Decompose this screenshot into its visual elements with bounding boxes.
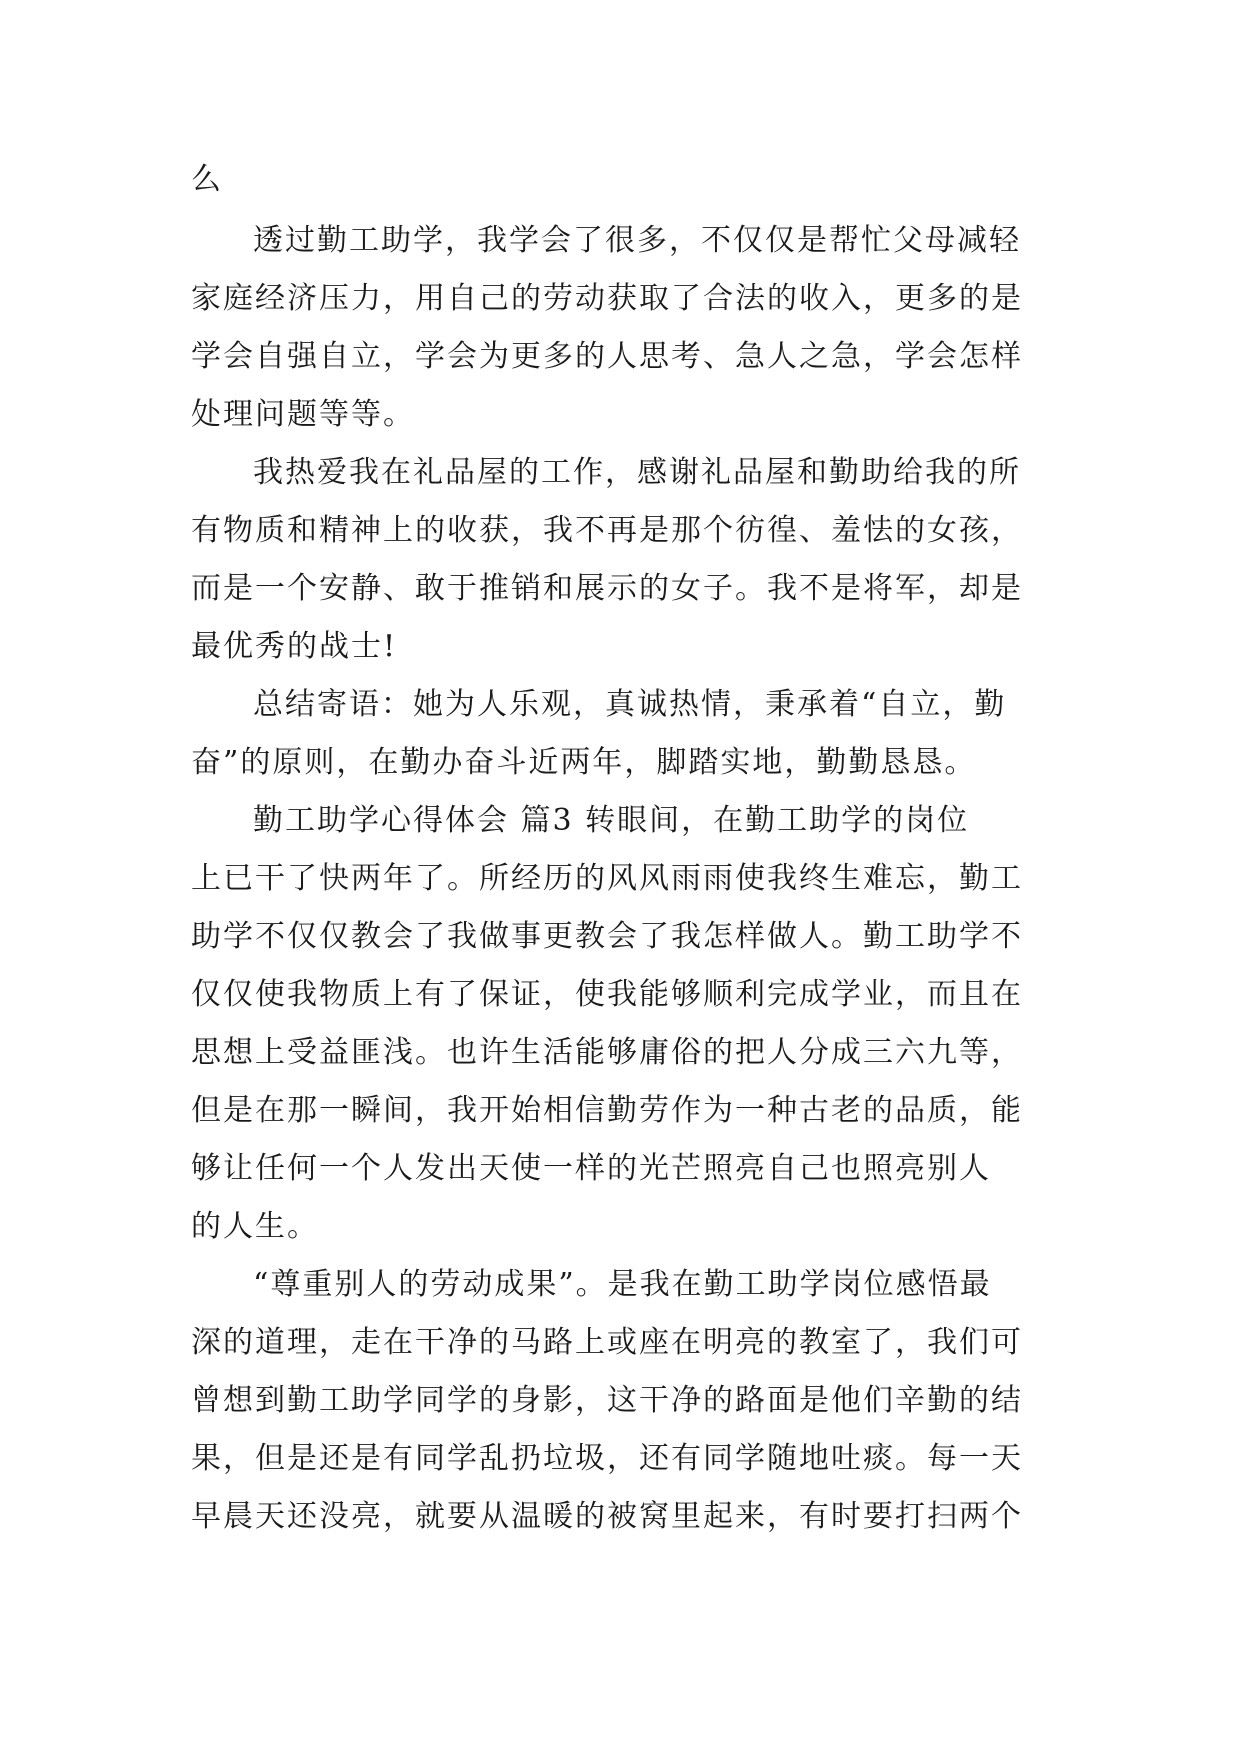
paragraph-first-line: 总结寄语：她为人乐观，真诚热情，秉承着“自立，勤 xyxy=(253,687,1007,722)
paragraph-first-line: 透过勤工助学，我学会了很多，不仅仅是帮忙父母减轻 xyxy=(253,223,1021,258)
text-line: 仅仅使我物质上有了保证，使我能够顺利完成学业，而且在 xyxy=(191,977,1023,1012)
paragraph-first-line: “尊重别人的劳动成果”。是我在勤工助学岗位感悟最 xyxy=(253,1267,992,1302)
text-line: 曾想到勤工助学同学的身影，这干净的路面是他们辛勤的结 xyxy=(191,1383,1023,1418)
text-line: 的人生。 xyxy=(191,1209,319,1244)
text-line: 学会自强自立，学会为更多的人思考、急人之急，学会怎样 xyxy=(191,339,1023,374)
text-line: 有物质和精神上的收获，我不再是那个彷徨、羞怯的女孩， xyxy=(191,513,1023,548)
text-line: 么 xyxy=(191,162,223,197)
section-heading-line: 勤工助学心得体会 篇3 转眼间，在勤工助学的岗位 xyxy=(253,803,970,838)
text-line: 够让任何一个人发出天使一样的光芒照亮自己也照亮别人 xyxy=(191,1151,991,1186)
text-line: 助学不仅仅教会了我做事更教会了我怎样做人。勤工助学不 xyxy=(191,919,1023,954)
text-line: 家庭经济压力，用自己的劳动获取了合法的收入，更多的是 xyxy=(191,281,1023,316)
text-line: 奋”的原则，在勤办奋斗近两年，脚踏实地，勤勤恳恳。 xyxy=(191,745,977,780)
text-line: 果，但是还是有同学乱扔垃圾，还有同学随地吐痰。每一天 xyxy=(191,1441,1023,1476)
text-line: 而是一个安静、敢于推销和展示的女子。我不是将军，却是 xyxy=(191,571,1023,606)
text-line: 但是在那一瞬间，我开始相信勤劳作为一种古老的品质，能 xyxy=(191,1093,1023,1128)
text-line: 早晨天还没亮，就要从温暖的被窝里起来，有时要打扫两个 xyxy=(191,1499,1023,1534)
text-line: 最优秀的战士! xyxy=(191,629,398,664)
text-line: 处理问题等等。 xyxy=(191,397,415,432)
text-line: 思想上受益匪浅。也许生活能够庸俗的把人分成三六九等， xyxy=(191,1035,1023,1070)
paragraph-first-line: 我热爱我在礼品屋的工作，感谢礼品屋和勤助给我的所 xyxy=(253,455,1021,490)
text-line: 深的道理，走在干净的马路上或座在明亮的教室了，我们可 xyxy=(191,1325,1023,1360)
text-line: 上已干了快两年了。所经历的风风雨雨使我终生难忘，勤工 xyxy=(191,861,1023,896)
